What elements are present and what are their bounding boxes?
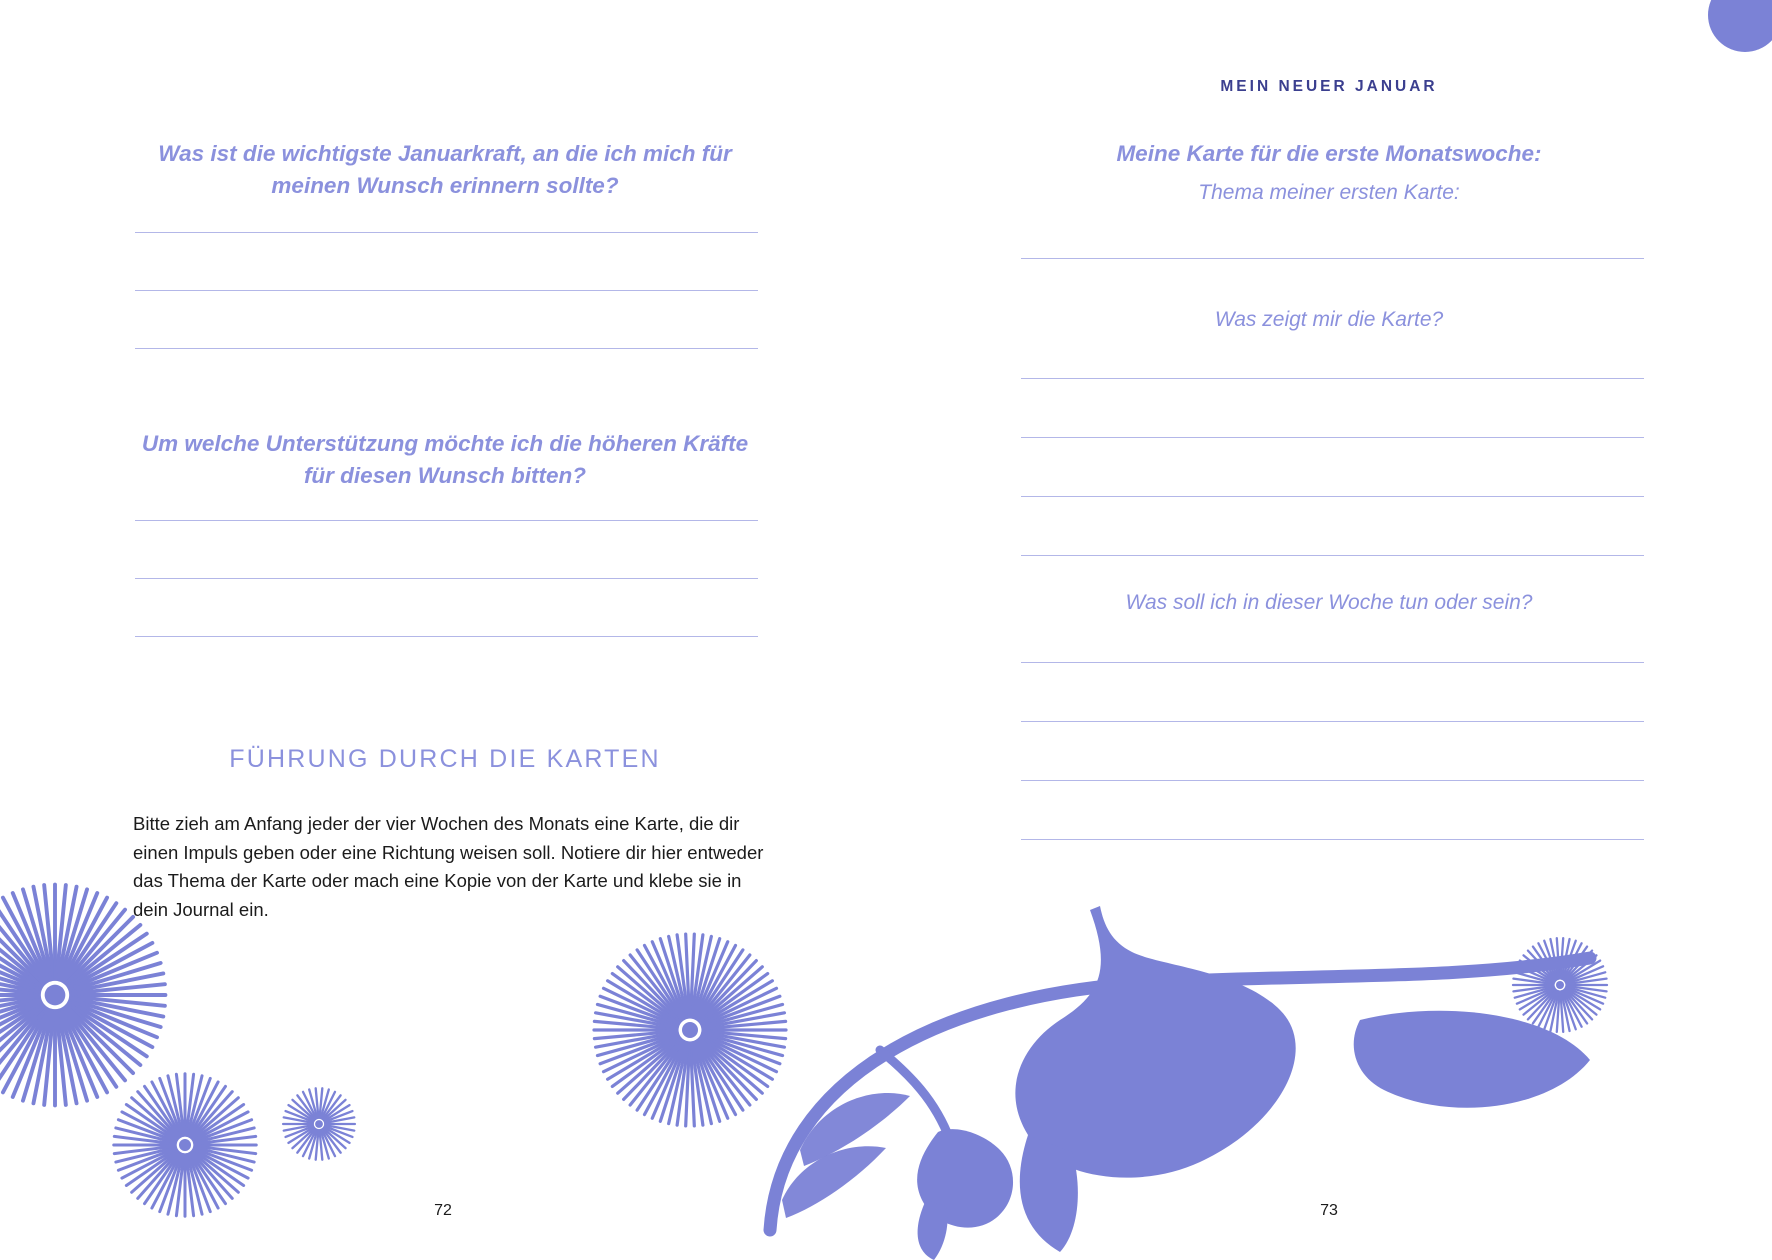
left-body-paragraph (133, 810, 773, 925)
running-head: MEIN NEUER JANUAR (1220, 78, 1438, 95)
write-line[interactable] (135, 520, 758, 521)
right-subheading (1019, 178, 1639, 208)
right-question-1 (1019, 305, 1639, 335)
right-subheading-text: Thema meiner ersten Karte: (1198, 181, 1460, 204)
left-page (0, 0, 886, 1252)
left-prompt-1 (135, 138, 755, 202)
write-line[interactable] (1021, 378, 1644, 379)
write-line[interactable] (135, 578, 758, 579)
write-line[interactable] (1021, 258, 1644, 259)
right-write-lines-2[interactable] (1021, 662, 1644, 898)
right-heading (1019, 138, 1639, 170)
right-question-1-text: Was zeigt mir die Karte? (1214, 308, 1444, 331)
left-prompt-2 (135, 428, 755, 492)
page-number-left: 72 (434, 1202, 452, 1219)
write-line[interactable] (1021, 496, 1644, 497)
section-title-text: FÜHRUNG DURCH DIE KARTEN (229, 745, 661, 773)
left-write-lines-2[interactable] (135, 520, 758, 694)
right-question-2 (1019, 588, 1639, 618)
left-section-title (135, 745, 755, 774)
right-theme-lines[interactable] (1021, 258, 1644, 259)
write-line[interactable] (1021, 721, 1644, 722)
write-line[interactable] (135, 290, 758, 291)
body-paragraph-text: Bitte zieh am Anfang jeder der vier Wochen des Monats eine Karte, die dir einen Impuls geben oder eine Richtung weisen soll. Notiere dir hier entweder das Thema der Karte oder mach eine Kopie von der Karte und klebe sie in dein Journal ein. (133, 813, 764, 921)
left-prompt-1-text: Was ist die wichtigste Januarkraft, an die ich mich für meinen Wunsch erinnern sollte? (158, 141, 732, 198)
right-heading-text: Meine Karte für die erste Monatswoche: (1116, 141, 1542, 166)
write-line[interactable] (1021, 437, 1644, 438)
page-number-right: 73 (1320, 1202, 1338, 1219)
write-line[interactable] (1021, 839, 1644, 840)
write-line[interactable] (1021, 662, 1644, 663)
left-prompt-2-text: Um welche Unterstützung möchte ich die höheren Kräfte für diesen Wunsch bitten? (141, 431, 749, 488)
right-page (886, 0, 1772, 1252)
right-write-lines-1[interactable] (1021, 378, 1644, 614)
left-write-lines-1[interactable] (135, 232, 758, 406)
write-line[interactable] (1021, 780, 1644, 781)
write-line[interactable] (135, 232, 758, 233)
right-question-2-text: Was soll ich in dieser Woche tun oder sein? (1125, 591, 1533, 614)
write-line[interactable] (135, 636, 758, 637)
write-line[interactable] (1021, 555, 1644, 556)
write-line[interactable] (135, 348, 758, 349)
